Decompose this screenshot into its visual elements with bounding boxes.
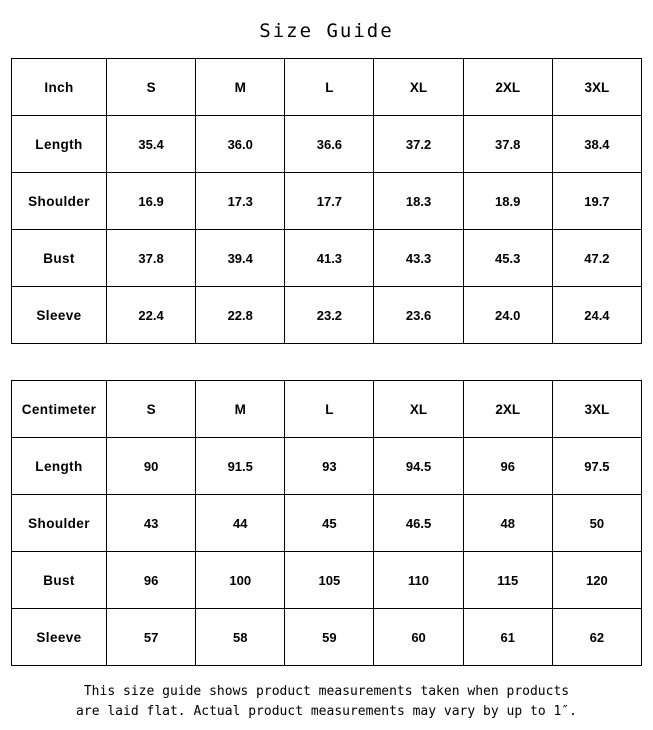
cell-bust-s: 96 bbox=[107, 552, 196, 609]
cell-length-3xl: 38.4 bbox=[552, 116, 641, 173]
row-label-length: Length bbox=[12, 116, 107, 173]
cell-shoulder-2xl: 48 bbox=[463, 495, 552, 552]
cell-shoulder-s: 16.9 bbox=[107, 173, 196, 230]
cell-shoulder-m: 17.3 bbox=[196, 173, 285, 230]
column-header-l: L bbox=[285, 59, 374, 116]
cell-sleeve-xl: 23.6 bbox=[374, 287, 463, 344]
cell-sleeve-2xl: 24.0 bbox=[463, 287, 552, 344]
cell-shoulder-3xl: 19.7 bbox=[552, 173, 641, 230]
row-label-bust: Bust bbox=[12, 552, 107, 609]
cell-length-2xl: 37.8 bbox=[463, 116, 552, 173]
cell-bust-l: 105 bbox=[285, 552, 374, 609]
table-row bbox=[12, 609, 642, 666]
cell-bust-s: 37.8 bbox=[107, 230, 196, 287]
cell-length-m: 91.5 bbox=[196, 438, 285, 495]
cell-sleeve-3xl: 62 bbox=[552, 609, 641, 666]
cell-shoulder-3xl: 50 bbox=[552, 495, 641, 552]
unit-label-inch: Inch bbox=[12, 59, 107, 116]
cell-length-2xl: 96 bbox=[463, 438, 552, 495]
column-header-s: S bbox=[107, 59, 196, 116]
table-row bbox=[12, 552, 642, 609]
column-header-s: S bbox=[107, 381, 196, 438]
cell-shoulder-l: 45 bbox=[285, 495, 374, 552]
row-label-shoulder: Shoulder bbox=[12, 173, 107, 230]
footnote bbox=[0, 666, 653, 722]
table-row bbox=[12, 287, 642, 344]
cell-shoulder-xl: 18.3 bbox=[374, 173, 463, 230]
page-title: Size Guide bbox=[259, 20, 394, 42]
cell-bust-xl: 43.3 bbox=[374, 230, 463, 287]
column-header-m: M bbox=[196, 59, 285, 116]
cell-sleeve-xl: 60 bbox=[374, 609, 463, 666]
cell-length-s: 90 bbox=[107, 438, 196, 495]
column-header-3xl: 3XL bbox=[552, 381, 641, 438]
cell-length-xl: 94.5 bbox=[374, 438, 463, 495]
cell-sleeve-s: 57 bbox=[107, 609, 196, 666]
table-row bbox=[12, 495, 642, 552]
cell-shoulder-m: 44 bbox=[196, 495, 285, 552]
cell-shoulder-2xl: 18.9 bbox=[463, 173, 552, 230]
footnote-line-2: are laid flat. Actual product measurements may vary by up to 1″. bbox=[76, 704, 577, 719]
table-separator bbox=[0, 344, 653, 380]
cell-sleeve-l: 59 bbox=[285, 609, 374, 666]
cell-shoulder-xl: 46.5 bbox=[374, 495, 463, 552]
cell-length-m: 36.0 bbox=[196, 116, 285, 173]
cell-length-s: 35.4 bbox=[107, 116, 196, 173]
cell-length-l: 36.6 bbox=[285, 116, 374, 173]
cell-sleeve-3xl: 24.4 bbox=[552, 287, 641, 344]
column-header-3xl: 3XL bbox=[552, 59, 641, 116]
cell-sleeve-s: 22.4 bbox=[107, 287, 196, 344]
cell-sleeve-2xl: 61 bbox=[463, 609, 552, 666]
cell-bust-2xl: 45.3 bbox=[463, 230, 552, 287]
cell-shoulder-s: 43 bbox=[107, 495, 196, 552]
cell-bust-3xl: 47.2 bbox=[552, 230, 641, 287]
table-row bbox=[12, 116, 642, 173]
cell-length-3xl: 97.5 bbox=[552, 438, 641, 495]
row-label-bust: Bust bbox=[12, 230, 107, 287]
cell-bust-2xl: 115 bbox=[463, 552, 552, 609]
cell-sleeve-l: 23.2 bbox=[285, 287, 374, 344]
table-header-row bbox=[12, 381, 642, 438]
row-label-sleeve: Sleeve bbox=[12, 609, 107, 666]
table-row bbox=[12, 230, 642, 287]
cell-bust-3xl: 120 bbox=[552, 552, 641, 609]
table-row bbox=[12, 438, 642, 495]
row-label-sleeve: Sleeve bbox=[12, 287, 107, 344]
unit-label-centimeter: Centimeter bbox=[12, 381, 107, 438]
row-label-length: Length bbox=[12, 438, 107, 495]
column-header-xl: XL bbox=[374, 381, 463, 438]
cell-length-l: 93 bbox=[285, 438, 374, 495]
column-header-l: L bbox=[285, 381, 374, 438]
row-label-shoulder: Shoulder bbox=[12, 495, 107, 552]
column-header-xl: XL bbox=[374, 59, 463, 116]
cell-bust-m: 100 bbox=[196, 552, 285, 609]
table-header-row bbox=[12, 59, 642, 116]
cell-sleeve-m: 22.8 bbox=[196, 287, 285, 344]
cell-shoulder-l: 17.7 bbox=[285, 173, 374, 230]
footnote-line-1: This size guide shows product measurements taken when products bbox=[83, 684, 570, 699]
column-header-2xl: 2XL bbox=[463, 381, 552, 438]
cell-sleeve-m: 58 bbox=[196, 609, 285, 666]
size-table-inch bbox=[11, 58, 642, 344]
cell-bust-xl: 110 bbox=[374, 552, 463, 609]
column-header-2xl: 2XL bbox=[463, 59, 552, 116]
cell-length-xl: 37.2 bbox=[374, 116, 463, 173]
size-table-centimeter bbox=[11, 380, 642, 666]
table-row bbox=[12, 173, 642, 230]
cell-bust-l: 41.3 bbox=[285, 230, 374, 287]
cell-bust-m: 39.4 bbox=[196, 230, 285, 287]
column-header-m: M bbox=[196, 381, 285, 438]
